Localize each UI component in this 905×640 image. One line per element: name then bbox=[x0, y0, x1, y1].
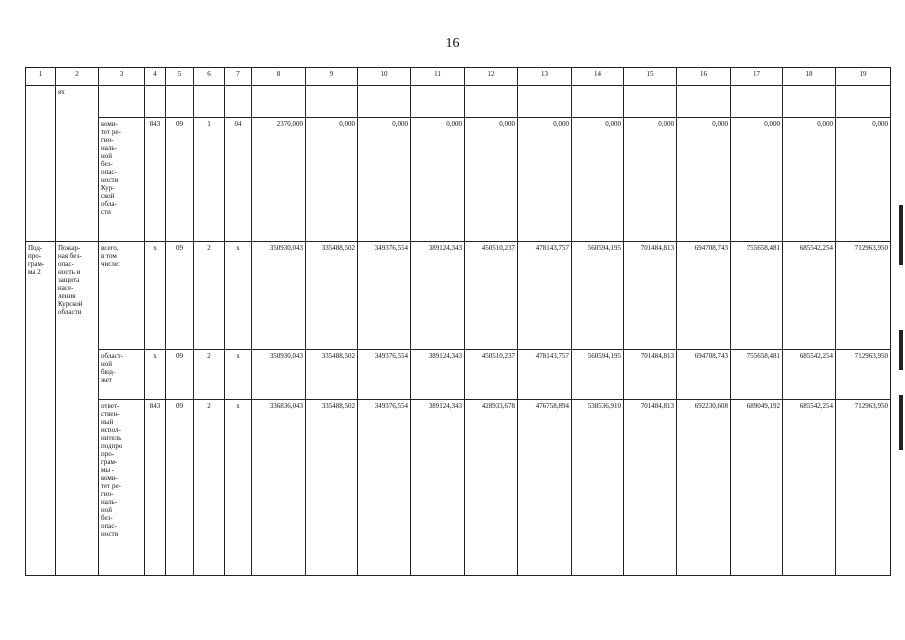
amount-cell bbox=[306, 86, 358, 118]
code-cell: x bbox=[225, 242, 252, 350]
amount-cell: 694708,743 bbox=[677, 350, 731, 400]
amount-cell: 0,000 bbox=[306, 118, 358, 242]
amount-cell: 712963,950 bbox=[836, 242, 891, 350]
amount-cell: 450510,237 bbox=[465, 350, 518, 400]
amount-cell: 685542,254 bbox=[783, 242, 836, 350]
amount-cell: 349376,554 bbox=[358, 400, 411, 576]
column-header: 12 bbox=[465, 68, 518, 86]
column-header: 5 bbox=[166, 68, 194, 86]
table-row bbox=[26, 242, 891, 350]
amount-cell: 701484,813 bbox=[624, 242, 677, 350]
amount-cell: 389124,343 bbox=[411, 350, 465, 400]
scan-edge-mark bbox=[899, 205, 903, 265]
amount-cell: 755658,481 bbox=[731, 350, 783, 400]
amount-cell: 478143,757 bbox=[518, 350, 572, 400]
amount-cell bbox=[836, 86, 891, 118]
amount-cell: 755658,481 bbox=[731, 242, 783, 350]
column-header: 15 bbox=[624, 68, 677, 86]
amount-cell: 0,000 bbox=[731, 118, 783, 242]
code-cell: 09 bbox=[166, 242, 194, 350]
funding-source-cell: ответ- ствен- ный испол- нитель подпро про- грам- мы - коми- тет ре- гио- наль- ной без- опас- ности bbox=[99, 400, 145, 576]
amount-cell: 694708,743 bbox=[677, 242, 731, 350]
column-header: 4 bbox=[145, 68, 166, 86]
amount-cell: 538536,910 bbox=[572, 400, 624, 576]
amount-cell: 0,000 bbox=[358, 118, 411, 242]
code-cell: 2 bbox=[194, 242, 225, 350]
amount-cell bbox=[465, 86, 518, 118]
amount-cell bbox=[572, 86, 624, 118]
subprogram-label-cell: Под- про- грам- ма 2 bbox=[26, 242, 56, 576]
code-cell: x bbox=[145, 350, 166, 400]
column-header: 16 bbox=[677, 68, 731, 86]
table-row bbox=[26, 118, 891, 242]
table-row bbox=[26, 350, 891, 400]
amount-cell: 0,000 bbox=[677, 118, 731, 242]
column-header: 18 bbox=[783, 68, 836, 86]
amount-cell: 701484,813 bbox=[624, 350, 677, 400]
amount-cell bbox=[731, 86, 783, 118]
amount-cell: 389124,343 bbox=[411, 400, 465, 576]
amount-cell: 389124,343 bbox=[411, 242, 465, 350]
code-cell bbox=[145, 86, 166, 118]
amount-cell: 0,000 bbox=[836, 118, 891, 242]
amount-cell: 692230,608 bbox=[677, 400, 731, 576]
code-cell bbox=[194, 86, 225, 118]
scan-edge-mark bbox=[899, 330, 903, 370]
code-cell bbox=[166, 86, 194, 118]
amount-cell bbox=[411, 86, 465, 118]
amount-cell: 350930,043 bbox=[252, 242, 306, 350]
amount-cell: 335488,502 bbox=[306, 400, 358, 576]
code-cell: x bbox=[145, 242, 166, 350]
code-cell: 09 bbox=[166, 118, 194, 242]
code-cell: 04 bbox=[225, 118, 252, 242]
amount-cell: 689049,192 bbox=[731, 400, 783, 576]
row-group-cell bbox=[26, 86, 56, 242]
amount-cell: 476758,894 bbox=[518, 400, 572, 576]
amount-cell: 350930,043 bbox=[252, 350, 306, 400]
amount-cell: 712963,950 bbox=[836, 400, 891, 576]
amount-cell: 0,000 bbox=[783, 118, 836, 242]
amount-cell bbox=[677, 86, 731, 118]
funding-source-cell: коми- тет ре- гио- наль- ной без- опас- ности Кур- ской обла- сти bbox=[99, 118, 145, 242]
amount-cell: 560594,195 bbox=[572, 242, 624, 350]
column-header: 3 bbox=[99, 68, 145, 86]
amount-cell bbox=[518, 86, 572, 118]
amount-cell: 685542,254 bbox=[783, 400, 836, 576]
subprogram-name-cell: Пожар- ная без- опас- ность и защита насе- ления Курской области bbox=[56, 242, 99, 576]
amount-cell bbox=[358, 86, 411, 118]
column-header: 8 bbox=[252, 68, 306, 86]
code-cell: x bbox=[225, 350, 252, 400]
code-cell: 09 bbox=[166, 350, 194, 400]
column-header: 6 bbox=[194, 68, 225, 86]
amount-cell: 0,000 bbox=[572, 118, 624, 242]
column-header: 13 bbox=[518, 68, 572, 86]
funding-source-cell: всего, в том числе: bbox=[99, 242, 145, 350]
amount-cell: 2370,000 bbox=[252, 118, 306, 242]
column-header: 9 bbox=[306, 68, 358, 86]
code-cell: x bbox=[225, 400, 252, 576]
table-header-row bbox=[26, 68, 891, 86]
amount-cell: 428933,678 bbox=[465, 400, 518, 576]
code-cell: 09 bbox=[166, 400, 194, 576]
amount-cell: 450510,237 bbox=[465, 242, 518, 350]
code-cell: 843 bbox=[145, 118, 166, 242]
budget-table bbox=[25, 67, 891, 576]
code-cell: 2 bbox=[194, 400, 225, 576]
amount-cell bbox=[252, 86, 306, 118]
table-row bbox=[26, 400, 891, 576]
amount-cell: 349376,554 bbox=[358, 350, 411, 400]
funding-source-cell: област- ной бюд- жет bbox=[99, 350, 145, 400]
code-cell: 843 bbox=[145, 400, 166, 576]
section-name-cell: ях bbox=[56, 86, 99, 242]
scan-edge-mark bbox=[899, 395, 903, 450]
column-header: 10 bbox=[358, 68, 411, 86]
table-row bbox=[26, 86, 891, 118]
code-cell bbox=[225, 86, 252, 118]
funding-source-cell bbox=[99, 86, 145, 118]
amount-cell: 685542,254 bbox=[783, 350, 836, 400]
amount-cell: 335488,502 bbox=[306, 242, 358, 350]
amount-cell bbox=[783, 86, 836, 118]
amount-cell: 712963,950 bbox=[836, 350, 891, 400]
amount-cell: 0,000 bbox=[465, 118, 518, 242]
page-number: 16 bbox=[445, 36, 460, 51]
column-header: 14 bbox=[572, 68, 624, 86]
column-header: 19 bbox=[836, 68, 891, 86]
column-header: 2 bbox=[56, 68, 99, 86]
amount-cell: 701484,813 bbox=[624, 400, 677, 576]
amount-cell: 0,000 bbox=[411, 118, 465, 242]
amount-cell: 0,000 bbox=[518, 118, 572, 242]
code-cell: 1 bbox=[194, 118, 225, 242]
column-header: 11 bbox=[411, 68, 465, 86]
column-header: 1 bbox=[26, 68, 56, 86]
amount-cell: 349376,554 bbox=[358, 242, 411, 350]
code-cell: 2 bbox=[194, 350, 225, 400]
amount-cell: 478143,757 bbox=[518, 242, 572, 350]
amount-cell: 560594,195 bbox=[572, 350, 624, 400]
amount-cell: 336836,043 bbox=[252, 400, 306, 576]
amount-cell: 0,000 bbox=[624, 118, 677, 242]
amount-cell bbox=[624, 86, 677, 118]
amount-cell: 335488,502 bbox=[306, 350, 358, 400]
column-header: 7 bbox=[225, 68, 252, 86]
column-header: 17 bbox=[731, 68, 783, 86]
